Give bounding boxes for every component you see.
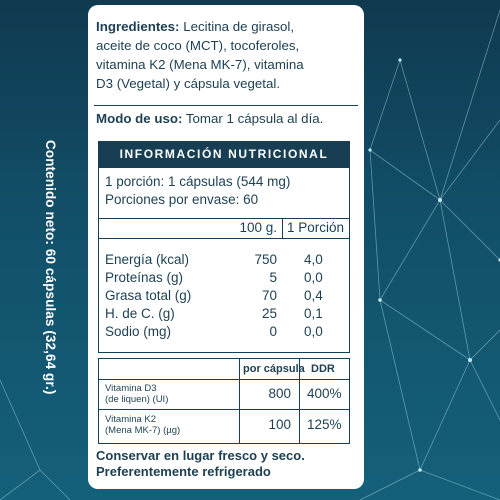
nutrient-portion: 0,0 <box>304 270 323 285</box>
ingredients-line-2: aceite de coco (MCT), tocoferoles, <box>96 38 300 53</box>
usage-block <box>96 111 358 126</box>
nutrient-per100: 70 <box>261 288 277 303</box>
column-divider <box>282 218 283 238</box>
vitamins-table <box>98 358 350 444</box>
label-panel <box>88 5 364 489</box>
servings-per-container: Porciones por envase: 60 <box>105 192 259 207</box>
vitamin-ddr: 400% <box>307 386 342 401</box>
column-header-ddr: DDR <box>311 363 335 375</box>
column-header-portion: 1 Porción <box>287 220 345 235</box>
vitamin-name: Vitamina K2 <box>105 414 157 425</box>
vitamin-ddr: 125% <box>307 417 342 432</box>
vitamin-value: 800 <box>268 386 291 401</box>
table-line <box>99 379 349 380</box>
net-content-label: Contenido neto: 60 cápsulas (32,64 gr.) <box>43 140 58 395</box>
nutrient-portion: 0,1 <box>304 306 323 321</box>
nutrient-portion: 0,0 <box>304 324 323 339</box>
nutrition-header: INFORMACIÓN NUTRICIONAL <box>98 141 350 167</box>
nutrient-name: H. de C. (g) <box>105 306 175 321</box>
nutrient-name: Grasa total (g) <box>105 288 192 303</box>
nutrient-portion: 4,0 <box>304 252 323 267</box>
usage-label: Modo de uso: <box>96 111 183 126</box>
vitamin-name: Vitamina D3 <box>105 383 157 394</box>
ingredients-block <box>96 17 358 93</box>
column-header-capsule: por cápsula <box>243 363 305 375</box>
vitamin-source: (de liquen) (UI) <box>105 394 169 405</box>
nutrient-portion: 0,4 <box>304 288 323 303</box>
table-line <box>99 409 349 410</box>
nutrition-table <box>98 167 350 353</box>
ingredients-line-4: D3 (Vegetal) y cápsula vegetal. <box>96 76 281 91</box>
serving-size: 1 porción: 1 cápsulas (544 mg) <box>105 174 291 189</box>
ingredients-line-1: Lecitina de girasol, <box>183 19 295 34</box>
table-line <box>99 218 349 219</box>
divider <box>94 105 358 106</box>
storage-line-2: Preferentemente refrigerado <box>96 464 271 479</box>
nutrient-per100: 5 <box>269 270 277 285</box>
nutrient-name: Proteínas (g) <box>105 270 184 285</box>
nutrient-name: Sodio (mg) <box>105 324 172 339</box>
storage-line-1: Conservar en lugar fresco y seco. <box>96 448 305 463</box>
nutrient-per100: 25 <box>261 306 277 321</box>
vitamin-value: 100 <box>268 417 291 432</box>
table-line <box>99 238 349 239</box>
ingredients-label: Ingredientes: <box>96 19 180 34</box>
vitamin-source: (Mena MK-7) (µg) <box>105 425 181 436</box>
column-header-100g: 100 g. <box>239 220 277 235</box>
nutrient-name: Energía (kcal) <box>105 252 190 267</box>
nutrient-per100: 750 <box>254 252 277 267</box>
nutrient-per100: 0 <box>269 324 277 339</box>
storage-instructions <box>96 448 358 480</box>
usage-text: Tomar 1 cápsula al día. <box>185 111 324 126</box>
ingredients-line-3: vitamina K2 (Mena MK-7), vitamina <box>96 57 304 72</box>
